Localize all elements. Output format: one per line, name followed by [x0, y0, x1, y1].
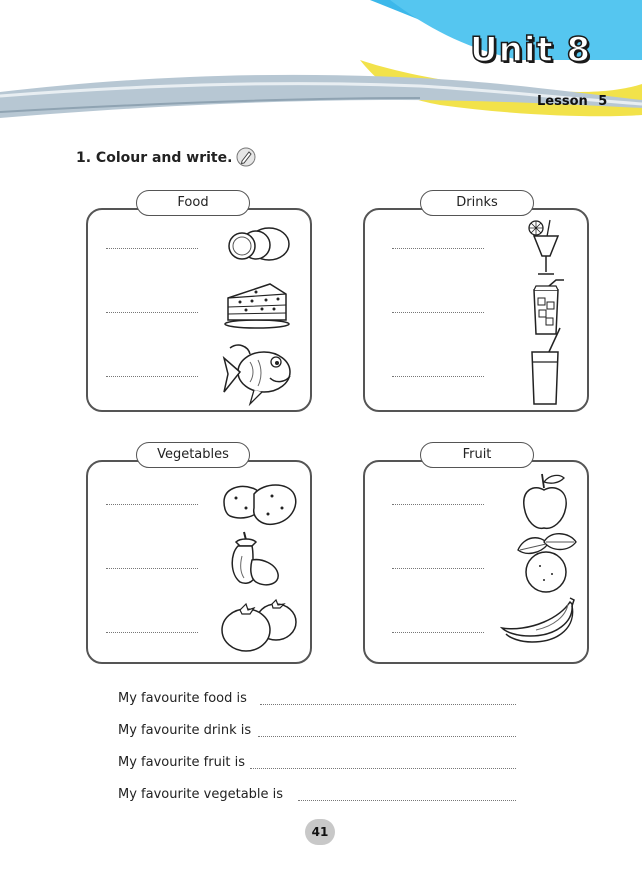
cocktail-glass-icon: [526, 218, 566, 278]
favourite-vegetable-sentence: My favourite vegetable is: [118, 787, 284, 802]
favourite-food-sentence: My favourite food is: [118, 691, 247, 706]
favourite-fruit-sentence: My favourite fruit is: [118, 755, 246, 770]
bread-icon: [222, 224, 292, 264]
drinks-write-line-1[interactable]: [392, 248, 484, 249]
favourite-food-answer-line[interactable]: [260, 704, 516, 705]
unit-title: Unit 8: [470, 30, 592, 70]
lesson-word: Lesson: [537, 94, 588, 109]
tomato-icon: [218, 598, 298, 654]
drinks-box-label: Drinks: [420, 190, 534, 216]
favourite-drink-answer-line[interactable]: [258, 736, 516, 737]
banana-icon: [500, 596, 580, 644]
fruit-write-line-3[interactable]: [392, 632, 484, 633]
fruit-write-line-2[interactable]: [392, 568, 484, 569]
drinks-write-line-3[interactable]: [392, 376, 484, 377]
exercise-title: 1. Colour and write.: [76, 150, 233, 166]
favourite-drink-sentence: My favourite drink is: [118, 723, 252, 738]
lesson-number: 5: [598, 94, 608, 109]
food-write-line-1[interactable]: [106, 248, 198, 249]
potato-icon: [220, 478, 300, 528]
drinks-write-line-2[interactable]: [392, 312, 484, 313]
eggplant-icon: [222, 530, 282, 590]
cake-icon: [222, 280, 292, 330]
glass-of-milk-icon: [526, 326, 566, 406]
fruit-write-line-1[interactable]: [392, 504, 484, 505]
vegetables-write-line-2[interactable]: [106, 568, 198, 569]
fish-icon: [220, 340, 295, 406]
apple-icon: [520, 470, 570, 534]
fruit-box-label: Fruit: [420, 442, 534, 468]
pencil-icon: [236, 147, 256, 167]
vegetables-write-line-3[interactable]: [106, 632, 198, 633]
lesson-label: [537, 94, 607, 109]
food-write-line-2[interactable]: [106, 312, 198, 313]
favourite-vegetable-answer-line[interactable]: [298, 800, 516, 801]
page-number: 41: [305, 819, 335, 845]
vegetables-write-line-1[interactable]: [106, 504, 198, 505]
favourite-fruit-answer-line[interactable]: [250, 768, 516, 769]
orange-icon: [514, 530, 580, 594]
food-box-label: Food: [136, 190, 250, 216]
vegetables-box-label: Vegetables: [136, 442, 250, 468]
food-write-line-3[interactable]: [106, 376, 198, 377]
